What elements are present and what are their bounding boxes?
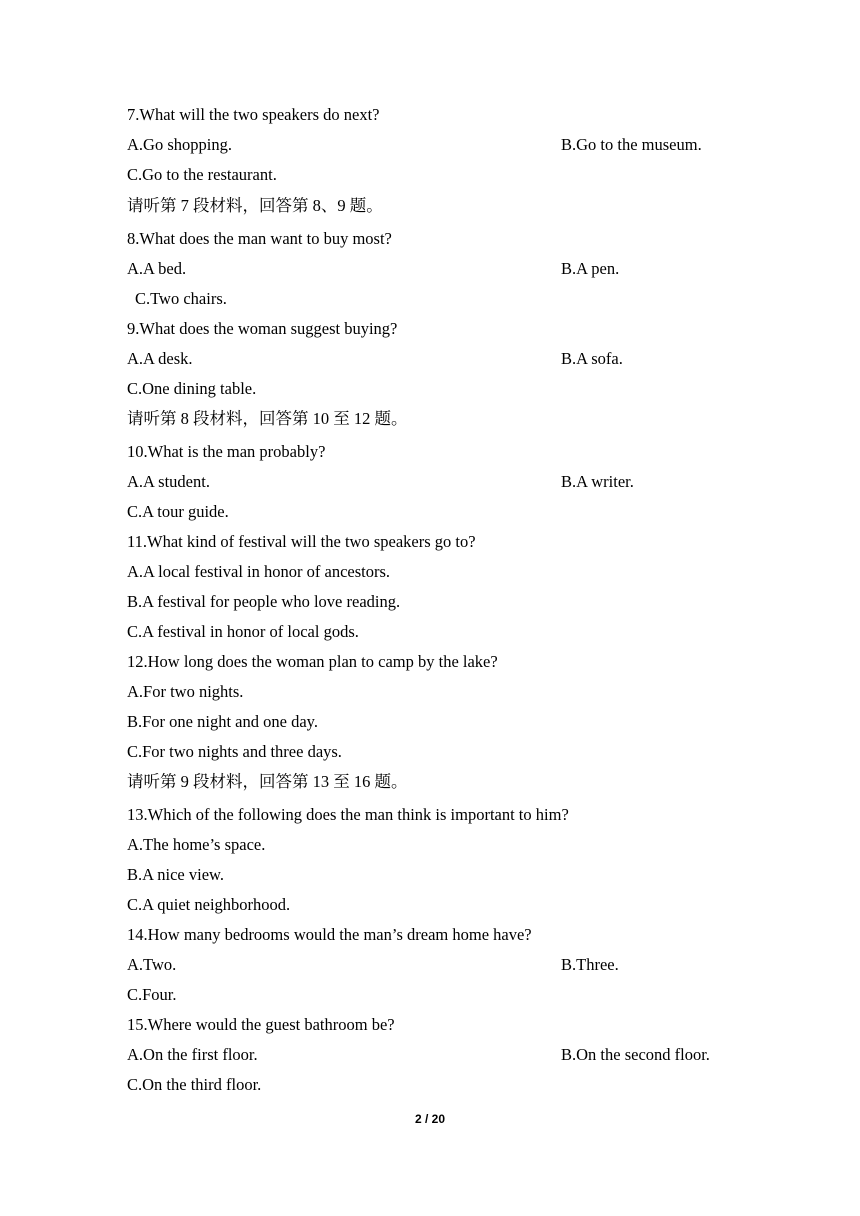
question-9-option-c: C.One dining table. (127, 379, 257, 398)
section-instruction-7: 请听第 7 段材料，回答第 8、9 题。 (127, 196, 383, 215)
question-11-option-c: C.A festival in honor of local gods. (127, 622, 359, 641)
question-13-option-a: A.The home’s space. (127, 835, 266, 854)
question-13-option-c: C.A quiet neighborhood. (127, 895, 291, 914)
question-10-options: A.A student. B.A writer. (127, 472, 634, 491)
question-7-options: A.Go shopping. B.Go to the museum. (127, 135, 702, 154)
question-13: 13.Which of the following does the man think is important to him? (127, 805, 569, 824)
question-15-option-c: C.On the third floor. (127, 1075, 262, 1094)
question-14-options: A.Two. B.Three. (127, 955, 619, 974)
question-14: 14.How many bedrooms would the man’s dream home have? (127, 925, 532, 944)
question-8-option-c: C.Two chairs. (135, 289, 227, 308)
section-instruction-9: 请听第 9 段材料，回答第 13 至 16 题。 (127, 772, 408, 791)
question-11-option-b: B.A festival for people who love reading. (127, 592, 401, 611)
question-15-options: A.On the first floor. B.On the second floor. (127, 1045, 710, 1064)
question-7: 7.What will the two speakers do next? (127, 105, 380, 124)
question-15: 15.Where would the guest bathroom be? (127, 1015, 395, 1034)
question-12-option-c: C.For two nights and three days. (127, 742, 342, 761)
question-9: 9.What does the woman suggest buying? (127, 319, 398, 338)
question-12: 12.How long does the woman plan to camp by the lake? (127, 652, 498, 671)
question-11: 11.What kind of festival will the two speakers go to? (127, 532, 476, 551)
question-10-option-c: C.A tour guide. (127, 502, 229, 521)
section-instruction-8: 请听第 8 段材料，回答第 10 至 12 题。 (127, 409, 408, 428)
question-10: 10.What is the man probably? (127, 442, 326, 461)
question-8-options: A.A bed. B.A pen. (127, 259, 620, 278)
question-12-option-b: B.For one night and one day. (127, 712, 318, 731)
page-number: 2 / 20 (414, 1112, 446, 1126)
question-8: 8.What does the man want to buy most? (127, 229, 392, 248)
question-14-option-c: C.Four. (127, 985, 177, 1004)
question-11-option-a: A.A local festival in honor of ancestors. (127, 562, 391, 581)
question-12-option-a: A.For two nights. (127, 682, 244, 701)
question-9-options: A.A desk. B.A sofa. (127, 349, 623, 368)
question-7-option-c: C.Go to the restaurant. (127, 165, 277, 184)
question-13-option-b: B.A nice view. (127, 865, 224, 884)
